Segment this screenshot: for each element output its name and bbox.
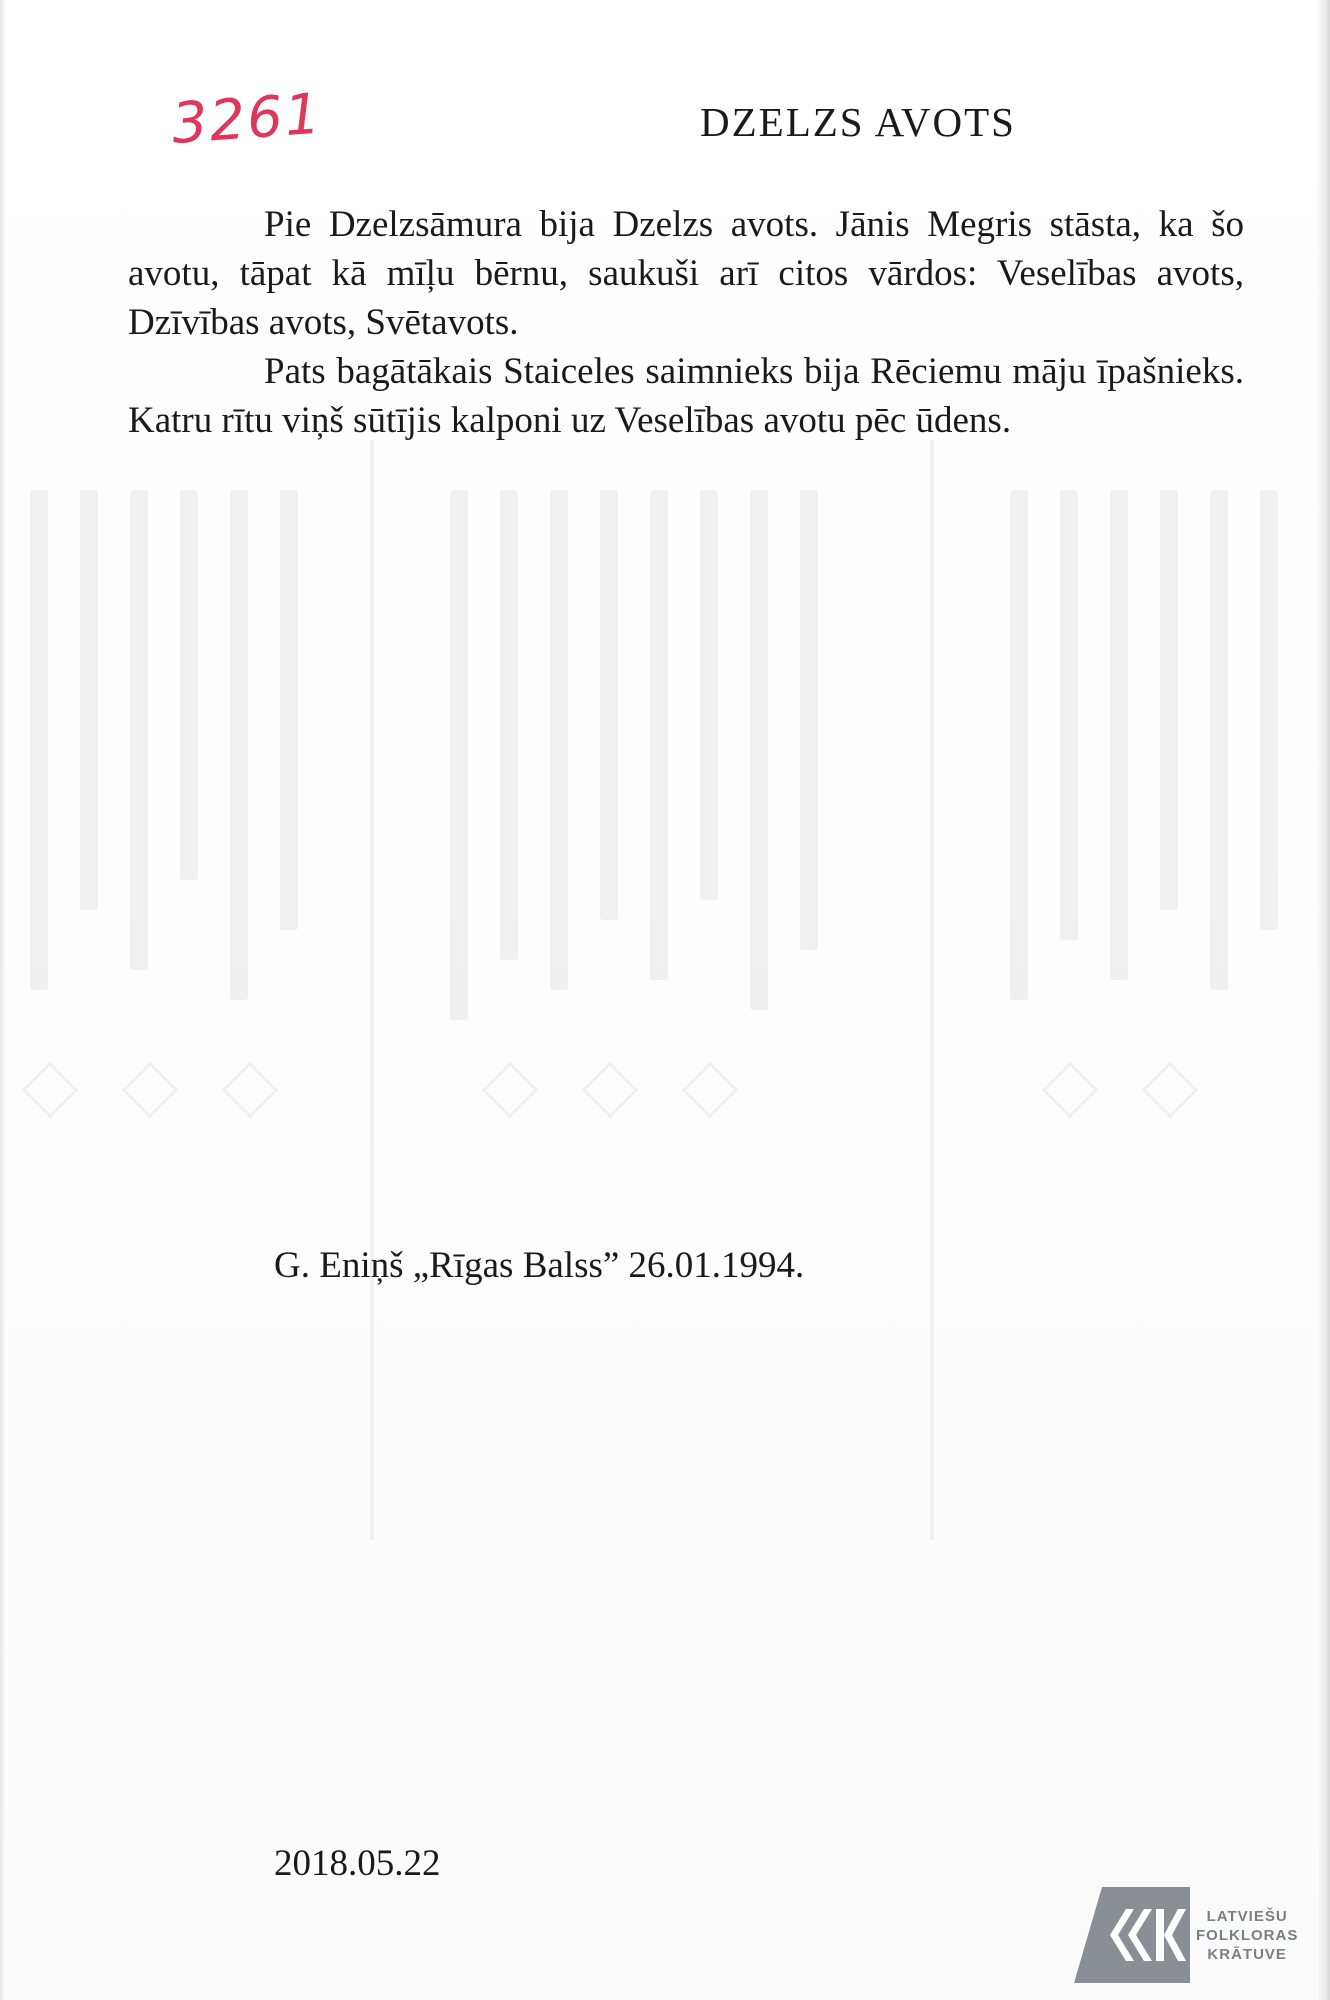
paragraph-1: Pie Dzelzsāmura bija Dzelzs avots. Jānis Megris stāsta, ka šo avotu, tāpat kā mīļu bērnu, saukuši arī citos vārdos: Veselības avots, Dzīvības avots, Svētavots. (128, 204, 1244, 343)
page-left-edge (0, 0, 6, 2000)
record-date: 2018.05.22 (274, 1843, 441, 1884)
paragraph-2: Pats bagātākais Staiceles saimnieks bija Rēciemu māju īpašnieks. Katru rītu viņš sūtījis kalponi uz Veselības avotu pēc ūdens. (128, 351, 1244, 441)
reverse-side-bleed-through (0, 430, 1330, 1550)
document-body (128, 200, 1244, 445)
handwritten-archive-number: 3261 (169, 81, 325, 157)
lfk-logo-icon (1072, 1887, 1190, 1983)
document-title: DZELZS AVOTS (700, 99, 1016, 145)
source-citation: G. Eniņš „Rīgas Balss” 26.01.1994. (274, 1245, 805, 1286)
page-right-edge (1316, 0, 1330, 2000)
logo-line-3: KRĀTUVE (1207, 1945, 1287, 1963)
logo-text (1196, 1907, 1298, 1964)
archive-logo (1072, 1880, 1304, 1990)
logo-line-1: LATVIEŠU (1206, 1907, 1288, 1925)
logo-line-2: FOLKLORAS (1196, 1926, 1299, 1944)
